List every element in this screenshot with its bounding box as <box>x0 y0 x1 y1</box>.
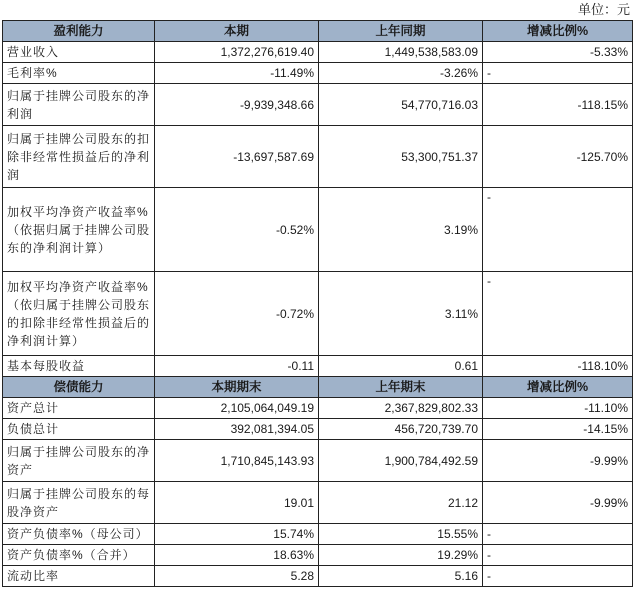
change-value: - <box>483 545 633 566</box>
prior-value: 0.61 <box>319 356 483 377</box>
profit-header-row <box>3 21 633 42</box>
table-row <box>3 42 633 63</box>
row-label: 资产总计 <box>3 398 155 419</box>
prior-value: 2,367,829,802.33 <box>319 398 483 419</box>
prior-value: 54,770,716.03 <box>319 84 483 126</box>
row-label: 归属于挂牌公司股东的扣除非经常性损益后的净利润 <box>3 126 155 188</box>
table-row <box>3 272 633 356</box>
row-label: 负债总计 <box>3 419 155 440</box>
change-value: -9.99% <box>483 440 633 482</box>
change-value: -118.15% <box>483 84 633 126</box>
row-label: 加权平均净资产收益率%（依归属于挂牌公司股东的扣除非经常性损益后的净利润计算） <box>3 272 155 356</box>
current-value: -0.11 <box>155 356 319 377</box>
current-value: -11.49% <box>155 63 319 84</box>
change-value: -5.33% <box>483 42 633 63</box>
current-value: 15.74% <box>155 524 319 545</box>
change-value: - <box>483 566 633 587</box>
current-value: 2,105,064,049.19 <box>155 398 319 419</box>
row-label: 营业收入 <box>3 42 155 63</box>
table-row <box>3 482 633 524</box>
current-value: 392,081,394.05 <box>155 419 319 440</box>
current-value: 19.01 <box>155 482 319 524</box>
table-row <box>3 419 633 440</box>
header-cell: 盈利能力 <box>3 21 155 42</box>
row-label: 归属于挂牌公司股东的净资产 <box>3 440 155 482</box>
change-value: -118.10% <box>483 356 633 377</box>
table-row <box>3 440 633 482</box>
change-value: - <box>483 63 633 84</box>
prior-value: 5.16 <box>319 566 483 587</box>
current-value: 1,372,276,619.40 <box>155 42 319 63</box>
row-label: 基本每股收益 <box>3 356 155 377</box>
row-label: 流动比率 <box>3 566 155 587</box>
header-cell: 本期 <box>155 21 319 42</box>
prior-value: 1,449,538,583.09 <box>319 42 483 63</box>
header-cell: 上年期末 <box>319 377 483 398</box>
prior-value: 15.55% <box>319 524 483 545</box>
row-label: 归属于挂牌公司股东的净利润 <box>3 84 155 126</box>
header-cell: 偿债能力 <box>3 377 155 398</box>
current-value: 1,710,845,143.93 <box>155 440 319 482</box>
change-value: - <box>483 272 633 356</box>
table-row <box>3 524 633 545</box>
prior-value: -3.26% <box>319 63 483 84</box>
current-value: -9,939,348.66 <box>155 84 319 126</box>
change-value: -11.10% <box>483 398 633 419</box>
prior-value: 3.11% <box>319 272 483 356</box>
change-value: -125.70% <box>483 126 633 188</box>
prior-value: 3.19% <box>319 188 483 272</box>
prior-value: 456,720,739.70 <box>319 419 483 440</box>
change-value: -14.15% <box>483 419 633 440</box>
header-cell: 本期期末 <box>155 377 319 398</box>
prior-value: 21.12 <box>319 482 483 524</box>
prior-value: 19.29% <box>319 545 483 566</box>
table-row <box>3 84 633 126</box>
header-cell: 增减比例% <box>483 377 633 398</box>
current-value: 18.63% <box>155 545 319 566</box>
change-value: - <box>483 188 633 272</box>
row-label: 资产负债率%（合并） <box>3 545 155 566</box>
row-label: 加权平均净资产收益率%（依据归属于挂牌公司股东的净利润计算） <box>3 188 155 272</box>
table-row <box>3 566 633 587</box>
row-label: 资产负债率%（母公司） <box>3 524 155 545</box>
current-value: -0.72% <box>155 272 319 356</box>
change-value: - <box>483 524 633 545</box>
table-row <box>3 126 633 188</box>
header-cell: 上年同期 <box>319 21 483 42</box>
table-row <box>3 63 633 84</box>
financial-indicators-table <box>2 20 633 587</box>
table-row <box>3 545 633 566</box>
header-cell: 增减比例% <box>483 21 633 42</box>
unit-label: 单位：元 <box>577 2 630 17</box>
current-value: 5.28 <box>155 566 319 587</box>
table-row <box>3 188 633 272</box>
row-label: 毛利率% <box>3 63 155 84</box>
table-row <box>3 398 633 419</box>
change-value: -9.99% <box>483 482 633 524</box>
prior-value: 53,300,751.37 <box>319 126 483 188</box>
current-value: -13,697,587.69 <box>155 126 319 188</box>
current-value: -0.52% <box>155 188 319 272</box>
debt-header-row <box>3 377 633 398</box>
row-label: 归属于挂牌公司股东的每股净资产 <box>3 482 155 524</box>
prior-value: 1,900,784,492.59 <box>319 440 483 482</box>
table-row <box>3 356 633 377</box>
